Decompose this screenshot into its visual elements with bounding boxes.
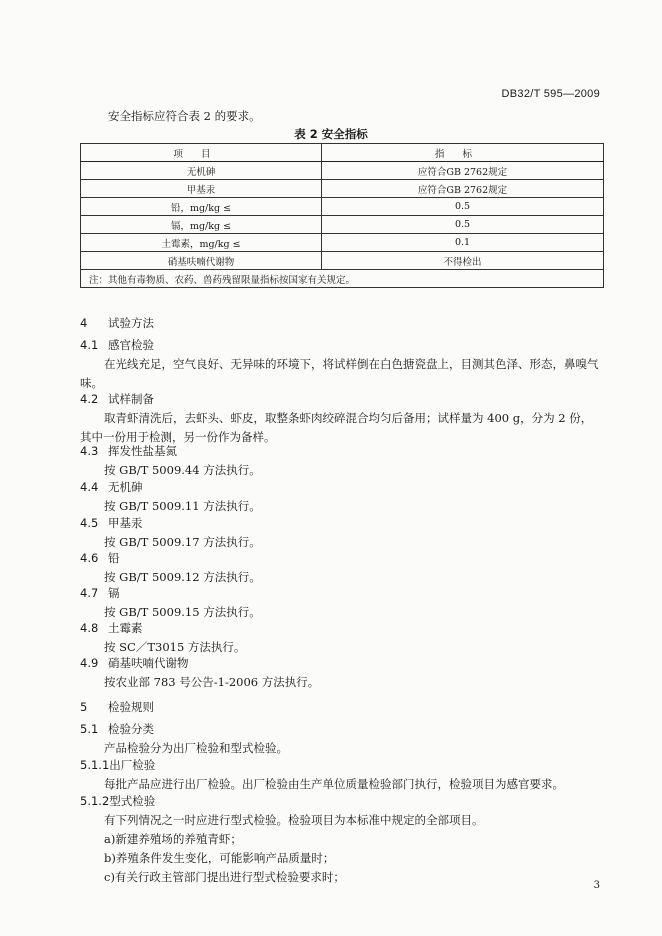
section-4-4: 4.4 无机砷 按 GB/T 5009.11 方法执行。: [80, 478, 604, 516]
row-item: 无机砷: [81, 162, 322, 180]
safety-table: [80, 143, 604, 288]
section-4-5-text: 按 GB/T 5009.17 方法执行。: [104, 535, 261, 549]
list-item: a)新建养殖场的养殖青虾；: [104, 832, 242, 846]
row-value: 应符合GB 2762规定: [322, 162, 604, 180]
row-item: 镉，mg/kg ≤: [81, 216, 322, 234]
table-row: [81, 162, 604, 180]
row-value: 0.1: [322, 234, 604, 252]
list-item: b)养殖条件发生变化，可能影响产品质量时；: [104, 851, 335, 865]
table-row: [81, 234, 604, 252]
row-item: 硝基呋喃代谢物: [81, 252, 322, 270]
row-item: 甲基汞: [81, 180, 322, 198]
table-header-row: [81, 144, 604, 162]
section-4-3: 4.3 挥发性盐基氮 按 GB/T 5009.44 方法执行。: [80, 442, 604, 480]
document-code: DB32/T 595—2009: [501, 88, 600, 100]
section-4-9: 4.9 硝基呋喃代谢物 按农业部 783 号公告-1-2006 方法执行。: [80, 654, 604, 692]
table-note-row: [81, 270, 604, 288]
table-note: 注：其他有毒物质、农药、兽药残留限量指标按国家有关规定。: [81, 270, 604, 288]
section-4-heading: 4 试验方法: [80, 316, 154, 330]
table-row: [81, 252, 604, 270]
section-5: [80, 698, 604, 717]
section-4-2-heading: 4.2 试样制备: [80, 392, 154, 406]
section-4-7: 4.7 镉 按 GB/T 5009.15 方法执行。: [80, 584, 604, 622]
list-item: c)有关行政主管部门提出进行型式检验要求时；: [104, 870, 345, 884]
section-5-1-2: 5.1.2型式检验 有下列情况之一时应进行型式检验。检验项目为本标准中规定的全部项目。 a)新建养殖场的养殖青虾； b)养殖条件发生变化，可能影响产品质量时； c)有关行政主管部门提出进行型式检验要求时；: [80, 792, 604, 887]
row-value: 不得检出: [322, 252, 604, 270]
header-index: 指标: [322, 144, 604, 162]
table-row: [81, 180, 604, 198]
section-5-1-text: 产品检验分为出厂检验和型式检验。: [104, 741, 288, 755]
header-item: 项目: [81, 144, 322, 162]
intro-text: 安全指标应符合表 2 的要求。: [108, 109, 261, 123]
section-4-1-text-2: 味。: [80, 376, 103, 390]
section-4-2-text-1: 取青虾清洗后，去虾头、虾皮，取整条虾肉绞碎混合均匀后备用；试样量为 400 g，分为 2 份，: [104, 411, 593, 425]
row-value: 应符合GB 2762规定: [322, 180, 604, 198]
row-item: 土霉素，mg/kg ≤: [81, 234, 322, 252]
section-4-5: 4.5 甲基汞 按 GB/T 5009.17 方法执行。: [80, 514, 604, 552]
page-number: 3: [593, 880, 600, 891]
section-4-1-heading: 4.1 感官检验: [80, 338, 154, 352]
row-value: 0.5: [322, 216, 604, 234]
section-5-1-1-text: 每批产品应进行出厂检验。出厂检验由生产单位质量检验部门执行，检验项目为感官要求。: [104, 777, 564, 791]
section-4-2: [80, 390, 604, 447]
table-row: [81, 216, 604, 234]
section-4-1: [80, 336, 604, 393]
section-5-1-1: 5.1.1出厂检验 每批产品应进行出厂检验。出厂检验由生产单位质量检验部门执行，检验项目为感官要求。: [80, 756, 604, 794]
table-row: [81, 198, 604, 216]
row-item: 铅，mg/kg ≤: [81, 198, 322, 216]
section-4-8: 4.8 土霉素 按 SC／T3015 方法执行。: [80, 619, 604, 657]
section-4-9-text: 按农业部 783 号公告-1-2006 方法执行。: [104, 675, 320, 689]
section-4-1-text-1: 在光线充足，空气良好、无异味的环境下，将试样倒在白色搪瓷盘上，目测其色泽、形态，鼻嗅气: [104, 357, 599, 371]
section-5-1: 5.1 检验分类 产品检验分为出厂检验和型式检验。: [80, 720, 604, 758]
row-value: 0.5: [322, 198, 604, 216]
section-4-3-text: 按 GB/T 5009.44 方法执行。: [104, 463, 261, 477]
section-4: [80, 314, 604, 333]
section-4-6-text: 按 GB/T 5009.12 方法执行。: [104, 570, 261, 584]
section-4-7-text: 按 GB/T 5009.15 方法执行。: [104, 605, 261, 619]
section-5-1-2-text: 有下列情况之一时应进行型式检验。检验项目为本标准中规定的全部项目。: [104, 813, 484, 827]
table-title: 表 2 安全指标: [294, 127, 368, 141]
section-4-6: 4.6 铅 按 GB/T 5009.12 方法执行。: [80, 549, 604, 587]
section-5-heading: 5 检验规则: [80, 700, 154, 714]
section-4-4-text: 按 GB/T 5009.11 方法执行。: [104, 499, 261, 513]
section-4-2-text-2: 其中一份用于检测，另一份作为备样。: [80, 430, 276, 444]
section-4-8-text: 按 SC／T3015 方法执行。: [104, 640, 246, 654]
